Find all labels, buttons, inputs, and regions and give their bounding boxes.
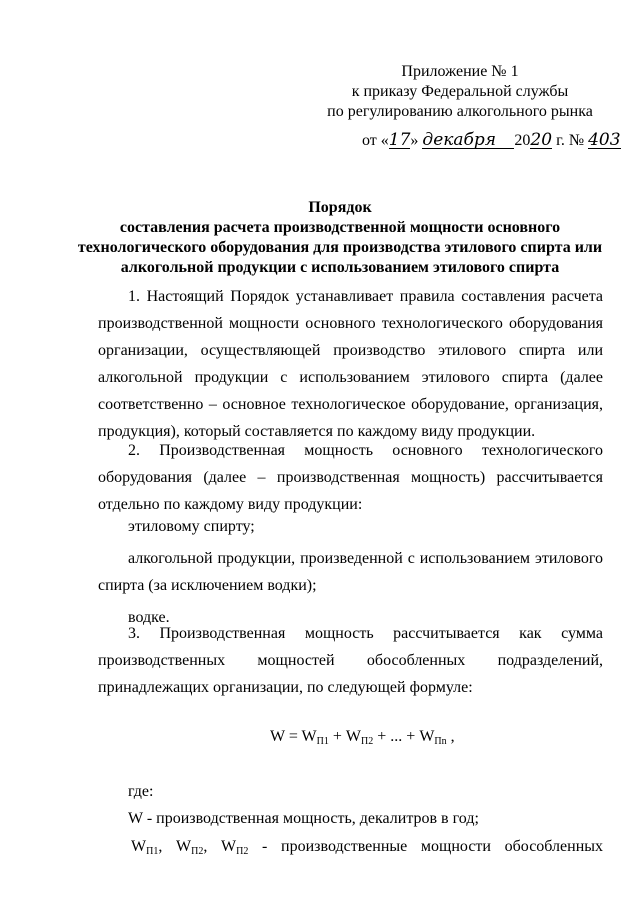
formula-end: ,	[446, 728, 455, 745]
wp1	[131, 838, 162, 857]
def-word-1: производственные	[281, 838, 408, 855]
order-number-label: г. №	[556, 132, 585, 149]
title-line-1: Порядок	[308, 199, 372, 216]
paragraph-line: отдельно по каждому виду продукции:	[98, 496, 363, 513]
order-prefix: от «	[362, 132, 389, 149]
list-item-continuation: спирта (за исключением водки);	[98, 577, 317, 594]
comma: ,	[203, 838, 208, 855]
paragraph-2	[98, 437, 603, 518]
formula-sub-n: Пn	[434, 736, 447, 747]
document-title	[70, 198, 610, 278]
capacity-formula	[270, 728, 455, 747]
wp3-sub: П2	[236, 846, 249, 857]
paragraph-3	[98, 620, 603, 701]
wp1-letter: W	[131, 838, 147, 855]
paragraph-line: соответственно – основное технологическое оборудование, организация,	[98, 396, 603, 413]
title-line-3: технологического оборудования для производства этилового спирта или	[77, 239, 603, 256]
def-word-3: обособленных	[504, 838, 603, 855]
paragraph-line: организации, осуществляющей производство этилового спирта или	[98, 342, 603, 359]
formula-sub-2: П2	[361, 736, 374, 747]
list-item: этиловому спирту;	[128, 518, 255, 535]
formula-w1: W	[301, 728, 317, 745]
order-month: декабря	[422, 132, 514, 149]
order-date-number	[362, 132, 621, 150]
title-line-4: алкогольной продукции с использованием этилового спирта	[120, 259, 560, 276]
paragraph-line: продукция), который составляется по каждому виду продукции.	[98, 423, 536, 440]
appendix-line-2: к приказу Федеральной службы	[351, 83, 569, 100]
wp1-sub: П1	[146, 846, 159, 857]
wp3-letter: W	[221, 838, 237, 855]
wp2-sub: П2	[191, 846, 204, 857]
where-label: где:	[128, 783, 154, 800]
where-section	[98, 778, 603, 832]
formula-wn: W	[419, 728, 435, 745]
order-day: 17	[388, 130, 411, 150]
def-word-2: мощности	[420, 838, 491, 855]
formula-plus: +	[328, 728, 346, 745]
formula-ellipsis: + ... +	[373, 728, 420, 745]
formula-sub-1: П1	[316, 736, 329, 747]
list-item: алкогольной продукции, произведенной с использованием этилового	[128, 550, 603, 567]
wp2-letter: W	[176, 838, 192, 855]
paragraph-line: оборудования (далее – производственная мощность) рассчитывается	[98, 469, 603, 486]
paragraph-line: производственных мощностей обособленных подразделений,	[98, 652, 603, 669]
formula-equals: =	[284, 728, 302, 745]
wp2	[176, 838, 207, 857]
paragraph-line: алкогольной продукции с использованием этилового спирта (далее	[98, 369, 603, 386]
appendix-line-3: по регулированию алкогольного рынка	[327, 103, 593, 120]
product-list	[98, 513, 603, 631]
paragraph-line: 3. Производственная мощность рассчитывается как сумма	[128, 625, 603, 642]
paragraph-line: производственной мощности основного технологического оборудования	[98, 315, 603, 332]
dash: -	[262, 838, 268, 855]
order-year-suffix: 20	[530, 130, 553, 150]
formula-w: W	[270, 728, 285, 745]
formula-w2: W	[345, 728, 362, 745]
definition-wp	[131, 838, 603, 857]
order-number: 403	[588, 130, 621, 150]
paragraph-line: принадлежащих организации, по следующей формуле:	[98, 679, 473, 696]
appendix-line-1: Приложение № 1	[401, 63, 519, 80]
title-line-2: составления расчета производственной мощности основного	[119, 219, 561, 236]
definition-w: W - производственная мощность, декалитров в год;	[128, 810, 479, 827]
wp3	[221, 838, 248, 857]
appendix-header	[325, 62, 595, 122]
order-year-prefix: 20	[514, 132, 531, 149]
list-item: водке.	[128, 609, 170, 626]
order-mid: »	[410, 132, 419, 149]
paragraph-line: 2. Производственная мощность основного технологического	[128, 442, 603, 459]
paragraph-1	[98, 283, 603, 445]
paragraph-line: 1. Настоящий Порядок устанавливает правила составления расчета	[128, 288, 603, 305]
comma: ,	[158, 838, 163, 855]
